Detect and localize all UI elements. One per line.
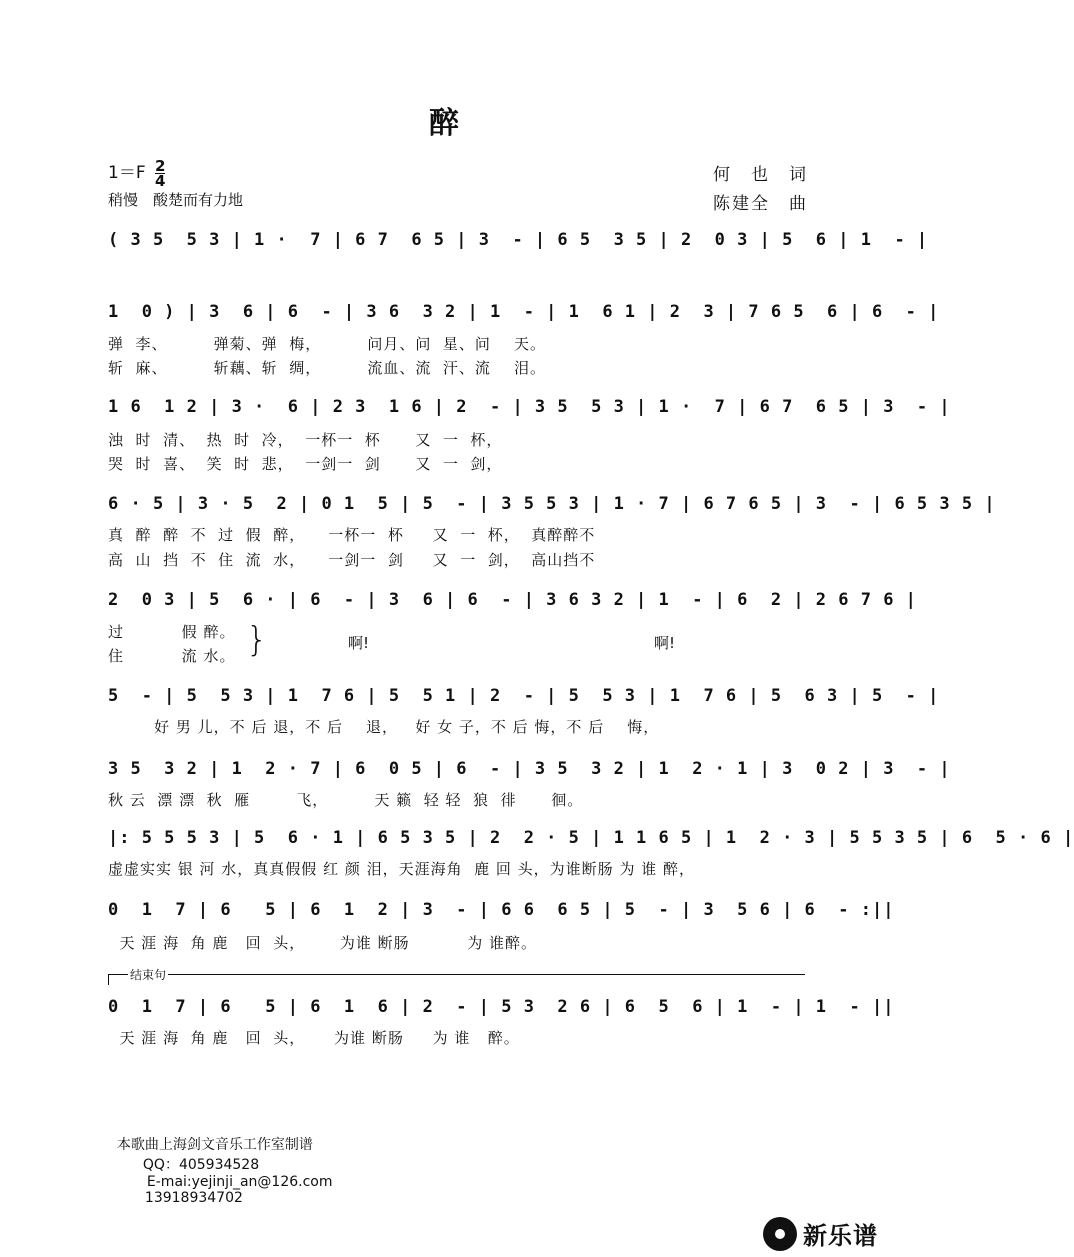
lyric-row-2-verse-1: 弹 李、 弹菊、弹 梅， 问月、问 星、问 天。 <box>108 335 546 353</box>
score-row-9: 0 1 7 | 6 5 | 6 1 2 | 3 - | 6 6 6 5 | 5 - | 3 5 6 | 6 - :|| <box>108 900 895 920</box>
footer-studio: 本歌曲上海剑文音乐工作室制谱 <box>116 1137 313 1153</box>
lyricist-credit: 何 也 词 <box>713 165 808 185</box>
key-text: 1＝F <box>108 163 146 183</box>
score-row-2: 1 0 ) | 3 6 | 6 - | 3 6 3 2 | 1 - | 1 6 1 | 2 3 | 7 6 5 6 | 6 - | <box>108 302 940 322</box>
footer-email: E-mai:yejinji_an@126.com <box>146 1174 333 1190</box>
lyric-row-4-verse-2: 高 山 挡 不 住 流 水， 一剑一 剑 又 一 剑， 高山挡不 <box>108 551 596 569</box>
site-logo <box>763 1216 878 1251</box>
time-signature: $\frac{2}{4}$ <box>155 156 166 190</box>
ending-label: 结束句 <box>130 968 167 982</box>
score-row-8: |: 5 5 5 3 | 5 6 · 1 | 6 5 3 5 | 2 2 · 5 | 1 1 6 5 | 1 2 · 3 | 5 5 3 5 | 6 5 · 6 | <box>108 828 1074 848</box>
score-row-1: ( 3 5 5 3 | 1 · 7 | 6 7 6 5 | 3 - | 6 5 3 5 | 2 0 3 | 5 6 | 1 - | <box>108 230 929 250</box>
composer-credit: 陈建全 曲 <box>713 194 808 214</box>
lyric-row-7: 秋 云 漂 漂 秋 雁 飞， 天 籁 轻 轻 狼 徘 徊。 <box>108 791 584 809</box>
score-row-ending: 0 1 7 | 6 5 | 6 1 6 | 2 - | 5 3 2 6 | 6 5 6 | 1 - | 1 - || <box>108 997 895 1017</box>
logo-text: 新乐谱 <box>803 1222 878 1250</box>
ending-bracket <box>108 974 805 985</box>
lyric-row-3-verse-2: 哭 时 喜、 笑 时 悲， 一剑一 剑 又 一 剑， <box>108 455 503 473</box>
footer-qq: QQ：405934528 <box>142 1157 260 1173</box>
lyric-row-4-verse-1: 真 醉 醉 不 过 假 醉， 一杯一 杯 又 一 杯， 真醉醉不 <box>108 526 596 544</box>
key-signature <box>108 158 165 188</box>
lyric-row-2-verse-2: 斩 麻、 斩藕、斩 绸， 流血、流 汗、流 泪。 <box>108 359 546 377</box>
exclamation-2: 啊! <box>654 634 676 652</box>
lyric-row-5-verse-2: 住 流 水。 <box>108 647 236 665</box>
lyric-row-ending: 天 涯 海 角 鹿 回 头， 为谁 断肠 为 谁 醉。 <box>108 1029 520 1047</box>
score-row-7: 3 5 3 2 | 1 2 · 7 | 6 0 5 | 6 - | 3 5 3 2 | 1 2 · 1 | 3 0 2 | 3 - | <box>108 759 951 779</box>
lyric-row-5-verse-1: 过 假 醉。 <box>108 623 236 641</box>
lyric-row-3-verse-1: 浊 时 清、 热 时 冷， 一杯一 杯 又 一 杯， <box>108 431 503 449</box>
footer-phone: 13918934702 <box>144 1190 243 1206</box>
music-disc-icon <box>763 1217 797 1251</box>
exclamation-1: 啊! <box>348 634 370 652</box>
song-title: 醉 <box>429 106 459 141</box>
tempo-marking: 稍慢 酸楚而有力地 <box>108 191 244 209</box>
verse-brace: } <box>246 620 268 660</box>
lyric-row-8: 虚虚实实 银 河 水，真真假假 红 颜 泪，天涯海角 鹿 回 头，为谁断肠 为 谁 醉， <box>108 860 695 878</box>
lyric-row-9: 天 涯 海 角 鹿 回 头， 为谁 断肠 为 谁醉。 <box>108 934 538 952</box>
score-row-4: 6 · 5 | 3 · 5 2 | 0 1 5 | 5 - | 3 5 5 3 | 1 · 7 | 6 7 6 5 | 3 - | 6 5 3 5 | <box>108 494 996 514</box>
lyric-row-6: 好 男 儿，不 后 退，不 后 退， 好 女 子，不 后 悔，不 后 悔， <box>108 718 660 736</box>
score-row-3: 1 6 1 2 | 3 · 6 | 2 3 1 6 | 2 - | 3 5 5 3 | 1 · 7 | 6 7 6 5 | 3 - | <box>108 397 951 417</box>
score-row-5: 2 0 3 | 5 6 · | 6 - | 3 6 | 6 - | 3 6 3 2 | 1 - | 6 2 | 2 6 7 6 | <box>108 590 917 610</box>
score-row-6: 5 - | 5 5 3 | 1 7 6 | 5 5 1 | 2 - | 5 5 3 | 1 7 6 | 5 6 3 | 5 - | <box>108 686 940 706</box>
footer <box>108 1118 332 1206</box>
